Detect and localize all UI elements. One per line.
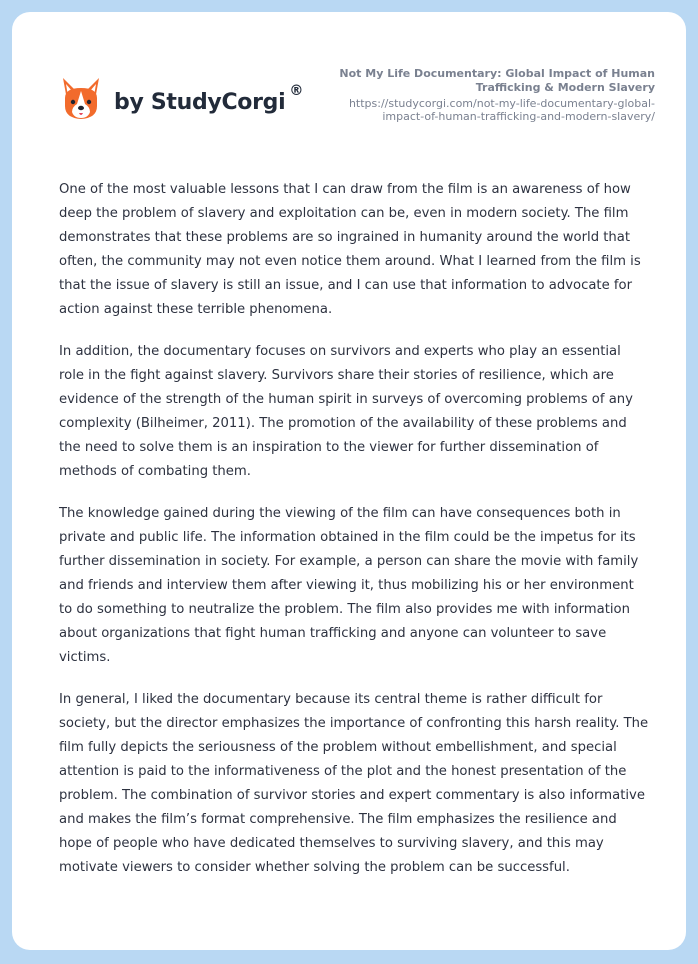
corgi-icon (60, 76, 102, 122)
paragraph: The knowledge gained during the viewing of the film can have consequences both in private and public life. The information obtained in the film could be the impetus for its further dissemination in society. For example, a person can share the movie with family and friends and interview them after viewing it, thus mobilizing his or her environment to do something to neutralize the problem. The film also provides me with information about organizations that fight human trafficking and anyone can volunteer to save victims. (59, 506, 639, 665)
registered-mark: ® (289, 83, 304, 99)
brand-name: by StudyCorgi (114, 89, 286, 115)
studycorgi-logo[interactable] (60, 76, 303, 122)
document-title: Not My Life Documentary: Global Impact of Human Trafficking & Modern Slavery (339, 67, 655, 94)
document-source (325, 67, 655, 123)
document-url[interactable]: https://studycorgi.com/not-my-life-documentary-global-impact-of-human-trafficking-and-modern-slavery/ (348, 97, 655, 123)
document-body (59, 178, 649, 898)
paragraph: One of the most valuable lessons that I can draw from the film is an awareness of how deep the problem of slavery and exploitation can be, even in modern society. The film demonstrates that these problems are so ingrained in humanity around the world that often, the community may not even notice them around. What I learned from the film is that the issue of slavery is still an issue, and I can use that information to advocate for action against these terrible phenomena. (59, 182, 641, 317)
paragraph: In addition, the documentary focuses on survivors and experts who play an essential role in the fight against slavery. Survivors share their stories of resilience, which are evidence of the strength of the human spirit in surveys of overcoming problems of any complexity (Bilheimer, 2011). The promotion of the availability of these problems and the need to solve them is an inspiration to the viewer for further dissemination of methods of combating them. (59, 344, 633, 479)
paragraph: In general, I liked the documentary because its central theme is rather difficult for society, but the director emphasizes the importance of confronting this harsh reality. The film fully depicts the seriousness of the problem without embellishment, and special attention is paid to the informativeness of the plot and the honest presentation of the problem. The combination of survivor stories and expert commentary is also informative and makes the film’s format comprehensive. The film emphasizes the resilience and hope of people who have dedicated themselves to surviving slavery, and this may motivate viewers to consider whether solving the problem can be successful. (59, 692, 649, 875)
document-page (12, 12, 686, 950)
